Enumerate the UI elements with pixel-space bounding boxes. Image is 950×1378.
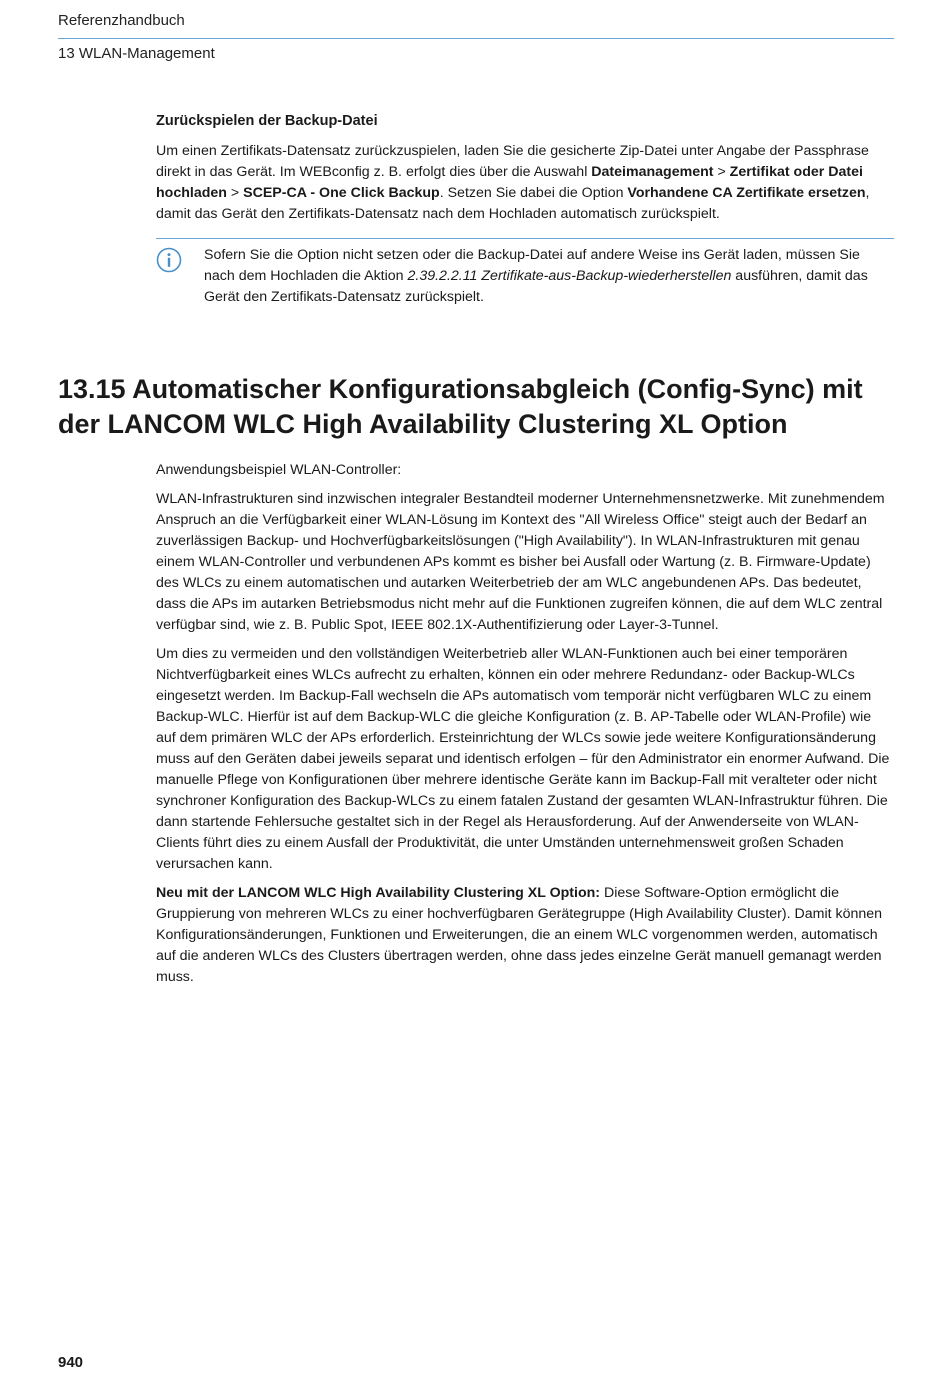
page-number: 940	[58, 1354, 84, 1371]
chapter-title: 13 WLAN-Management	[58, 45, 215, 62]
note-divider	[156, 238, 894, 239]
feature-lead: Neu mit der LANCOM WLC High Availability Clustering XL Option:	[156, 885, 601, 901]
section-body	[156, 460, 894, 996]
action-reference: 2.39.2.2.11 Zertifikate-aus-Backup-wiederherstellen	[407, 268, 732, 284]
backup-paragraph: Um einen Zertifikats-Datensatz zurückzuspielen, laden Sie die gesicherte Zip-Datei unter Angabe der Passphrase direkt in das Gerät. Im WEBconfig z. B. erfolgt dies über die Auswahl Dateimanagement > Zertifikat oder Datei hochladen > SCEP-CA - One Click Backup. Setzen Sie dabei die Option Vorhandene CA Zertifikate ersetzen, damit das Gerät den Zertifikats-Datensatz nach dem Hochladen automatisch zurückspielt.	[156, 143, 870, 222]
menu-path-dateimanagement: Dateimanagement	[591, 164, 714, 180]
document-title: Referenzhandbuch	[58, 12, 185, 29]
backup-subheading: Zurückspielen der Backup-Datei	[156, 113, 378, 129]
info-icon	[156, 247, 182, 273]
section-paragraph-1: WLAN-Infrastrukturen sind inzwischen integraler Bestandteil moderner Unternehmensnetzwerke. Mit zunehmendem Anspruch an die Verfügbarkeit einer WLAN-Lösung im Kontext des "All Wireless Office" steigt auch der Bedarf an zuverlässigen Backup- und Hochverfügbarkeitslösungen ("High Availability"). In WLAN-Infrastrukturen mit genau einem WLAN-Controller und verbundenen APs kommt es bisher bei Ausfall oder Wartung (z. B. Firmware-Update) des WLCs zu einem automatischen und autarken Weiterbetrieb der am WLC angebundenen APs. Das bedeutet, dass die APs im autarken Betriebsmodus nicht mehr auf die Funktionen zugreifen können, die auf dem WLC zentral verfügbar sind, wie z. B. Public Spot, IEEE 802.1X-Authentifizierung oder Layer-3-Tunnel.	[156, 491, 885, 633]
section-paragraph-3: Neu mit der LANCOM WLC High Availability Clustering XL Option: Diese Software-Option ermöglicht die Gruppierung von mehreren WLCs zu einer hochverfügbaren Gerätegruppe (High Availability Cluster). Damit können Konfigurationsänderungen, Funktionen und Erweiterungen, die an einem WLC vorgenommen werden, automatisch auf die anderen WLCs des Clusters übertragen werden, ohne dass jedes einzelne Gerät manuell gemanagt werden muss.	[156, 885, 883, 985]
menu-path-zertifikat-hochladen: Zertifikat oder Datei hochladen	[156, 164, 863, 201]
section-heading: 13.15 Automatischer Konfigurationsabgleich (Config-Sync) mit der LANCOM WLC High Availability Clustering XL Option	[58, 374, 863, 439]
backup-body	[156, 141, 894, 233]
section-intro: Anwendungsbeispiel WLAN-Controller:	[156, 462, 402, 478]
header-divider	[58, 38, 894, 39]
menu-path-scep-ca-backup: SCEP-CA - One Click Backup	[243, 185, 440, 201]
section-paragraph-2: Um dies zu vermeiden und den vollständigen Weiterbetrieb aller WLAN-Funktionen auch bei einer temporären Nichtverfügbarkeit eines WLCs aufrecht zu erhalten, können ein oder mehrere Redundanz- oder Backup-WLCs eingesetzt werden. Im Backup-Fall wechseln die APs automatisch vom temporär nicht verfügbaren WLC zu einem Backup-WLC. Hierfür ist auf dem Backup-WLC die gleiche Konfiguration (z. B. AP-Tabelle oder WLAN-Profile) wie auf dem primären WLC der APs erforderlich. Ersteinrichtung der WLCs sowie jede weitere Konfigurationsänderung muss auf den Geräten dabei jeweils separat und identisch erfolgen – für den Administrator ein enormer Aufwand. Die manuelle Pflege von Konfigurationen über mehrere identische Geräte kann im Backup-Fall mit veralteter oder nicht synchroner Konfiguration des Backup-WLCs zu einem fatalen Zustand der gesamten WLAN-Infrastruktur führen. Die dann startende Fehlersuche gestaltet sich in der Regel als Herausforderung. Auf der Anwenderseite von WLAN-Clients führt dies zu einem Ausfall der Produktivität, die unter Umständen unternehmensweit großen Schaden verursachen kann.	[156, 646, 890, 872]
note-text: Sofern Sie die Option nicht setzen oder die Backup-Datei auf andere Weise ins Gerät laden, müssen Sie nach dem Hochladen die Aktion 2.39.2.2.11 Zertifikate-aus-Backup-wiederherstellen ausführen, damit das Gerät den Zertifikats-Datensatz zurückspielt.	[204, 247, 868, 305]
option-ca-ersetzen: Vorhandene CA Zertifikate ersetzen	[627, 185, 866, 201]
